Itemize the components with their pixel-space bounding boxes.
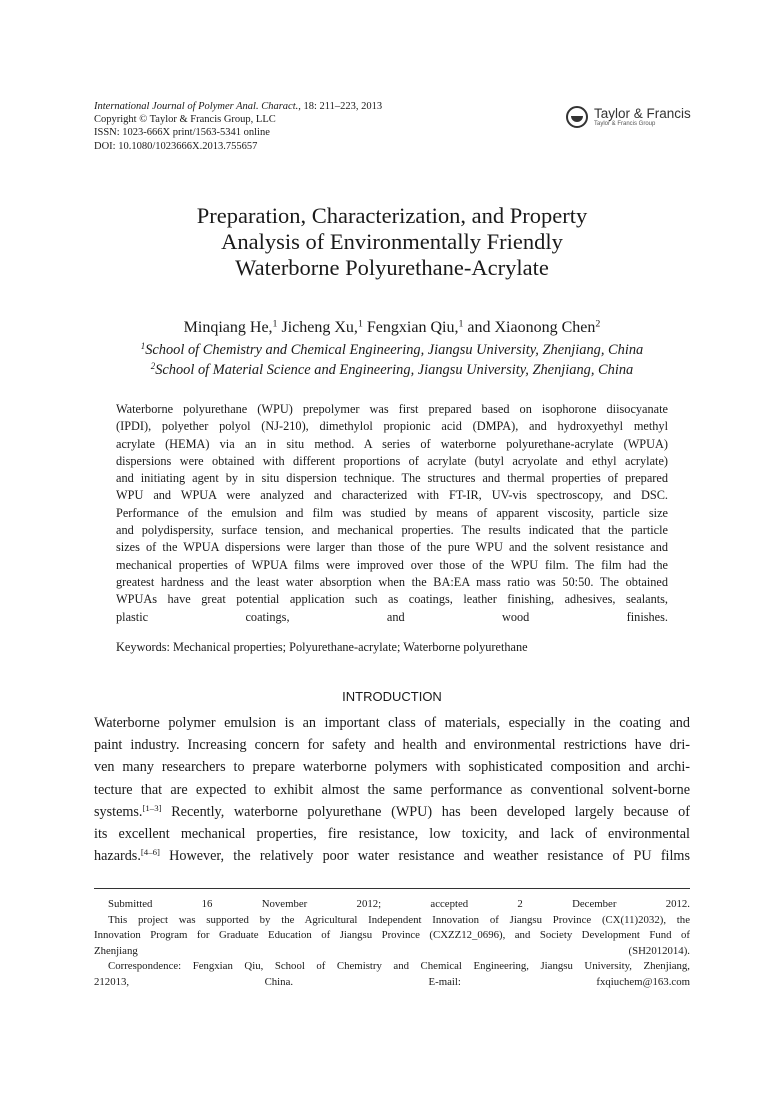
text: hazards. xyxy=(94,848,141,865)
logo-name: Taylor & Francis xyxy=(594,106,691,121)
keywords: Keywords: Mechanical properties; Polyurethane-acrylate; Waterborne polyurethane xyxy=(116,640,528,654)
text: systems. xyxy=(94,803,143,820)
text-line: dispersions were obtained with different proportions of acrylate (butyl acryolate and ethyl acrylate) xyxy=(116,453,668,468)
lamp-icon xyxy=(566,106,588,128)
text-line: WPU and WPUA were analyzed and characterized with FT-IR, UV-vis spectroscopy, and DSC. xyxy=(116,488,668,503)
text-line: and initiating agent by in situ dispersion technique. The structures and thermal properties of prepared xyxy=(116,471,668,486)
text-line: acrylate (HEMA) via an in situ method. A series of waterborne polyurethane-acrylate (WPUA) xyxy=(116,436,668,451)
text-line: (IPDI), polyether polyol (NJ-210), dimethylol propionic acid (DMPA), and hydroxyethyl methyl xyxy=(116,419,668,434)
text-line: Zhenjiang (SH2012014). xyxy=(94,944,690,957)
title-line: Preparation, Characterization, and Property xyxy=(196,203,588,228)
text-line: and polydispersity, surface tension, and mechanical properties. The results indicated that the particle xyxy=(116,523,668,538)
text-line: mechanical properties of WPUA films were improved over those of the WPU film. The film had the xyxy=(116,557,668,572)
text-line: paint industry. Increasing concern for safety and health and environmental restrictions have dri- xyxy=(94,737,690,754)
section-heading: INTRODUCTION xyxy=(342,689,442,704)
text-line: ven many researchers to prepare waterborne polymers with sophisticated composition and archi- xyxy=(94,759,690,776)
copyright: Copyright © Taylor & Francis Group, LLC xyxy=(94,114,276,126)
text-line: WPUAs have great potential application such as coatings, leather finishing, adhesives, sealants, xyxy=(116,592,668,607)
text-line: This project was supported by the Agricultural Independent Innovation of Jiangsu Province (CX(11)2032), the xyxy=(108,913,690,926)
text: Recently, waterborne polyurethane (WPU) has been developed largely because of xyxy=(161,803,690,820)
aff-text: School of Chemistry and Chemical Engineering, Jiangsu University, Zhenjiang, China xyxy=(145,342,644,358)
aff-sup: 2 xyxy=(150,360,156,371)
journal-volume: , 18: 211–223, 2013 xyxy=(298,101,383,112)
paper-title xyxy=(0,203,784,281)
author-sup: 2 xyxy=(595,318,601,330)
author-sup: 1 xyxy=(458,318,464,330)
author-sup: 1 xyxy=(357,318,363,330)
citation[interactable]: [1–3] xyxy=(142,802,162,813)
affiliation xyxy=(0,361,784,381)
authors xyxy=(0,319,784,337)
text-line: tecture that are expected to exhibit almost the same performance as conventional solvent-borne xyxy=(94,781,690,798)
citation[interactable]: [4–6] xyxy=(140,847,160,858)
author-sup: 1 xyxy=(272,318,278,330)
footnote-rule xyxy=(94,888,690,889)
text: However, the relatively poor water resistance and weather resistance of PU films xyxy=(159,848,690,865)
author: Minqiang He, xyxy=(183,319,273,336)
text-line: Submitted 16 November 2012; accepted 2 December 2012. xyxy=(108,898,690,910)
logo-sub: Taylor & Francis Group xyxy=(594,121,656,127)
aff-text: School of Material Science and Engineering, Jiangsu University, Zhenjiang, China xyxy=(155,361,634,378)
journal-header xyxy=(94,100,382,153)
doi: DOI: 10.1080/1023666X.2013.755657 xyxy=(94,140,258,152)
text-line: Waterborne polymer emulsion is an important class of materials, especially in the coating and xyxy=(94,715,690,731)
issn: ISSN: 1023-666X print/1563-5341 online xyxy=(94,127,270,139)
text-line xyxy=(94,845,690,867)
text-line: greatest hardness and the least water absorption when the BA:EA mass ratio was 50:50. The obtained xyxy=(116,574,668,589)
title-line: Analysis of Environmentally Friendly xyxy=(221,229,563,254)
abstract xyxy=(116,401,668,626)
affiliations xyxy=(0,341,784,380)
footnotes xyxy=(94,897,690,991)
text-line: Performance of the emulsion and film was studied by means of apparent viscosity, particle size xyxy=(116,505,668,520)
introduction-text xyxy=(94,712,690,867)
text-line: its excellent mechanical properties, fire resistance, low toxicity, and lack of environmental xyxy=(94,825,690,842)
text-line: 212013, China. E-mail: fxqiuchem@163.com xyxy=(94,975,690,988)
author: Fengxian Qiu, xyxy=(366,319,459,336)
text-line: Waterborne polyurethane (WPU) prepolymer was first prepared based on isophorone diisocyanate xyxy=(116,402,668,416)
affiliation xyxy=(0,341,784,361)
text-line: Correspondence: Fengxian Qiu, School of Chemistry and Chemical Engineering, Jiangsu University, Zhenjiang, xyxy=(108,960,690,973)
aff-sup: 1 xyxy=(140,341,146,352)
journal-name: International Journal of Polymer Anal. Charact. xyxy=(94,101,299,112)
text-line: plastic coatings, and wood finishes. xyxy=(116,609,668,624)
author: and Xiaonong Chen xyxy=(467,319,596,336)
author: Jicheng Xu, xyxy=(281,319,358,336)
publisher-logo xyxy=(566,106,691,128)
text-line xyxy=(94,801,690,823)
text-line: sizes of the WPUA dispersions were larger than those of the pure WPU and the solvent resistance and xyxy=(116,540,668,555)
title-line: Waterborne Polyurethane-Acrylate xyxy=(235,255,549,280)
text-line: Innovation Program for Graduate Education of Jiangsu Province (CXZZ12_0696), and Society Development Fund of xyxy=(94,929,690,942)
